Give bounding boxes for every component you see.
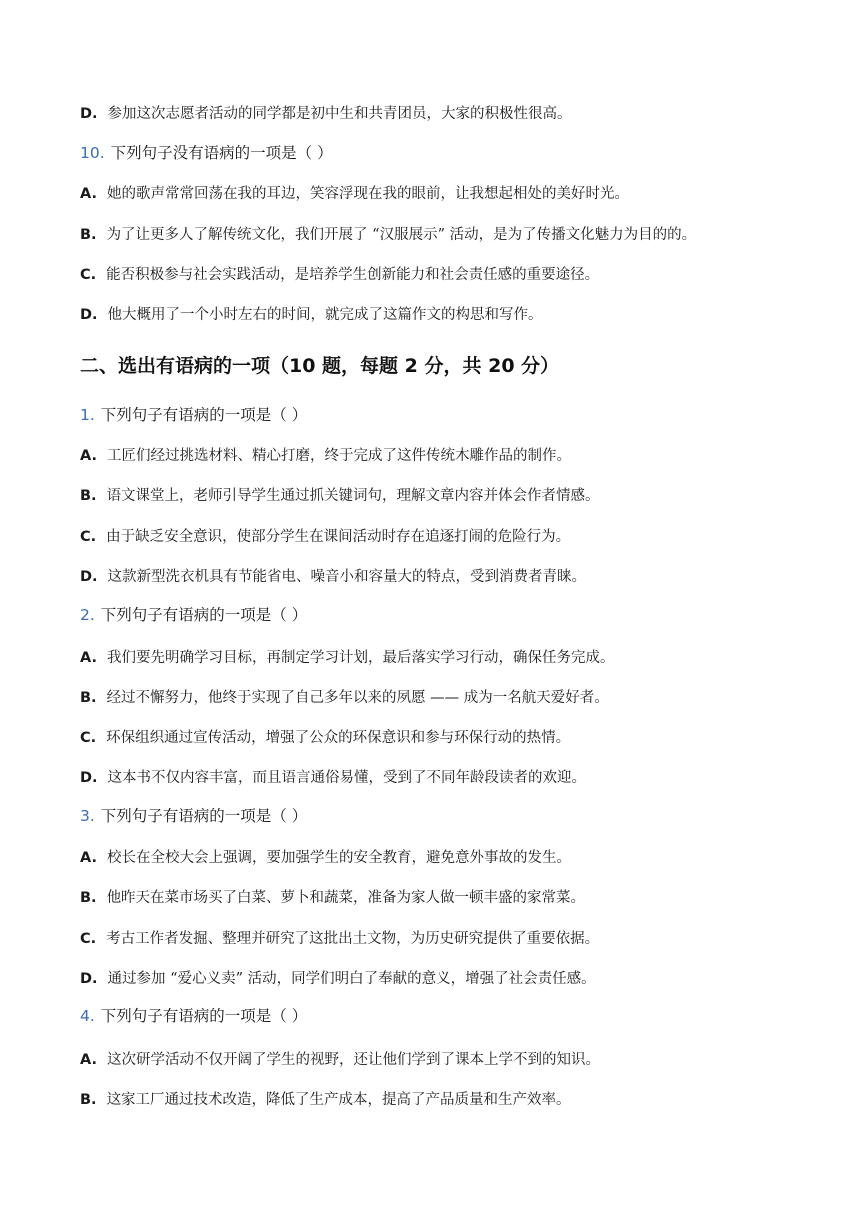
option-letter: B. [80,488,97,504]
option-letter: A. [80,186,97,202]
option-letter: A. [80,1052,97,1068]
option-letter: D. [80,569,98,585]
option-letter: A. [80,850,97,866]
option-letter: B. [80,890,97,906]
option-text: 环保组织通过宣传活动，增强了公众的环保意识和参与环保行动的热情。 [106,730,571,746]
option-text: 为了让更多人了解传统文化，我们开展了 “汉服展示” 活动，是为了传播文化魅力为目的的。 [106,227,697,243]
option-line [80,225,828,245]
option-letter: C. [80,267,97,283]
option-line [80,527,828,547]
question-text: 下列句子有语病的一项是（ ） [100,807,308,825]
question-number: 3. [80,807,95,825]
option-text: 能否积极参与社会实践活动，是培养学生创新能力和社会责任感的重要途径。 [106,267,600,283]
option-text: 经过不懈努力，他终于实现了自己多年以来的夙愿 —— 成为一名航天爱好者。 [106,690,609,706]
option-line [80,486,828,506]
option-line [80,969,828,989]
option-text: 他大概用了一个小时左右的时间，就完成了这篇作文的构思和写作。 [107,307,543,323]
option-line [80,1050,828,1070]
option-text: 他昨天在菜市场买了白菜、萝卜和蔬菜，准备为家人做一顿丰盛的家常菜。 [106,890,586,906]
question-10-stem [80,143,828,163]
option-line [80,848,828,868]
question-text: 下列句子有语病的一项是（ ） [100,606,308,624]
question-1-stem [80,405,828,425]
option-letter: C. [80,931,97,947]
option-text: 通过参加 “爱心义卖” 活动，同学们明白了奉献的意义，增强了社会责任感。 [107,971,596,987]
option-line [80,688,828,708]
option-line [80,929,828,949]
option-letter: D. [80,971,98,987]
option-line [80,104,828,124]
question-number: 2. [80,606,95,624]
question-text: 下列句子有语病的一项是（ ） [100,1007,308,1025]
option-text: 这款新型洗衣机具有节能省电、噪音小和容量大的特点，受到消费者青睐。 [107,569,587,585]
option-text: 校长在全校大会上强调，要加强学生的安全教育，避免意外事故的发生。 [107,850,571,866]
option-line [80,446,828,466]
question-number: 4. [80,1007,95,1025]
option-text: 这本书不仅内容丰富，而且语言通俗易懂，受到了不同年龄段读者的欢迎。 [107,770,587,786]
section-heading: 二、选出有语病的一项（10 题，每题 2 分，共 20 分） [80,355,560,377]
option-letter: D. [80,307,98,323]
option-text: 参加这次志愿者活动的同学都是初中生和共青团员，大家的积极性很高。 [107,106,572,122]
option-text: 考古工作者发掘、整理并研究了这批出土文物，为历史研究提供了重要依据。 [106,931,600,947]
option-line [80,768,828,788]
option-line [80,648,828,668]
question-text: 下列句子没有语病的一项是（ ） [110,144,333,162]
option-text: 这家工厂通过技术改造，降低了生产成本，提高了产品质量和生产效率。 [106,1092,571,1108]
option-text: 这次研学活动不仅开阔了学生的视野，还让他们学到了课本上学不到的知识。 [107,1052,600,1068]
option-letter: C. [80,730,97,746]
option-letter: B. [80,227,97,243]
option-text: 语文课堂上，老师引导学生通过抓关键词句，理解文章内容并体会作者情感。 [106,488,600,504]
question-text: 下列句子有语病的一项是（ ） [100,406,308,424]
option-text: 我们要先明确学习目标，再制定学习计划，最后落实学习行动，确保任务完成。 [107,650,615,666]
option-line [80,184,828,204]
question-4-stem [80,1006,828,1026]
option-letter: B. [80,1092,97,1108]
option-letter: B. [80,690,97,706]
option-letter: A. [80,650,97,666]
option-letter: A. [80,448,97,464]
question-2-stem [80,605,828,625]
question-number: 1. [80,406,95,424]
option-line [80,728,828,748]
option-text: 工匠们经过挑选材料、精心打磨，终于完成了这件传统木雕作品的制作。 [107,448,571,464]
question-3-stem [80,806,828,826]
option-text: 她的歌声常常回荡在我的耳边，笑容浮现在我的眼前，让我想起相处的美好时光。 [107,186,629,202]
option-line [80,888,828,908]
option-line [80,305,828,325]
option-line [80,1090,828,1110]
question-number: 10. [80,144,105,162]
option-letter: C. [80,529,97,545]
option-letter: D. [80,770,98,786]
option-line [80,265,828,285]
option-line [80,567,828,587]
option-text: 由于缺乏安全意识，使部分学生在课间活动时存在追逐打闹的危险行为。 [106,529,571,545]
option-letter: D. [80,106,98,122]
